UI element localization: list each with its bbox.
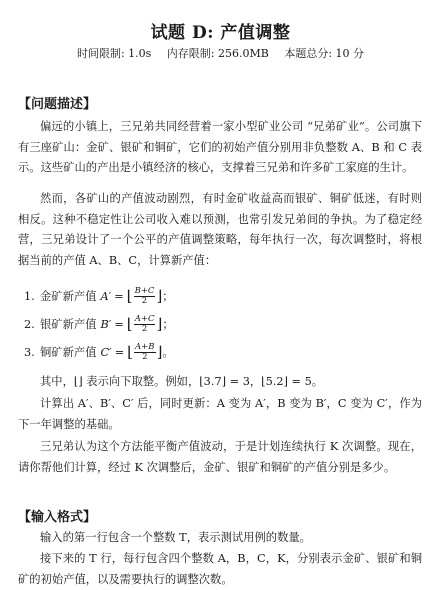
problem-title: 试题 D: 产值调整	[150, 23, 291, 43]
paragraph-task: 三兄弟认为这个方法能平衡产值波动，于是计划连续执行 K 次调整。现在，请你帮他们计算，经过 K 次调整后，金矿、银矿和铜矿的产值分别是多少。	[18, 440, 422, 474]
formula-lhs: B′	[100, 317, 112, 331]
total-score: 本题总分: 10 分	[284, 47, 365, 60]
fraction-denominator: 2	[141, 295, 148, 306]
formula-item-copper: 3. 铜矿新产值 C′ = ⌊ $\frac{A+B}{2}$ ⌋ 。	[24, 341, 174, 362]
formula-number: 2.	[24, 317, 35, 331]
formula-label: 铜矿新产值	[40, 346, 97, 359]
paragraph-floor-note: 其中，⌊⌋ 表示向下取整。例如，⌊3.7⌋ = 3，⌊5.2⌋ = 5。	[40, 375, 324, 388]
formula-end: ；	[162, 318, 174, 331]
section-problem-description: 【问题描述】	[18, 97, 97, 112]
formula-fraction	[134, 287, 156, 306]
paragraph-update: 计算出 A′、B′、C′ 后，同时更新：A 变为 A′，B 变为 B′，C 变为 C′，作为下一年调整的基础。	[18, 397, 422, 431]
time-limit: 时间限制: 1.0s	[76, 47, 152, 60]
formula-fraction	[134, 315, 156, 334]
paragraph-intro: 偏远的小镇上，三兄弟共同经营着一家小型矿业公司 “兄弟矿业”。公司旗下有三座矿山：金矿、银矿和铜矿，它们的初始产值分别用非负整数 A、B 和 C 表示。这些矿山的产出是小镇经济的核心，支撑着三兄弟和许多矿工家庭的生计。	[18, 120, 422, 174]
section-input-format: 【输入格式】	[18, 510, 97, 525]
formula-item-silver: 2. 银矿新产值 B′ = ⌊ $\frac{A+C}{2}$ ⌋ ；	[24, 313, 174, 334]
paragraph-strategy: 然而，各矿山的产值波动剧烈，有时金矿收益高而银矿、铜矿低迷，有时则相反。这种不稳定性让公司收入难以预测，也常引发兄弟间的争执。为了稳定经营，三兄弟设计了一个公平的产值调整策略，每年执行一次，每次调整时，将根据当前的产值 A、B、C，计算新产值：	[18, 192, 422, 267]
limits-bar	[0, 45, 441, 61]
formula-item-gold: 1. 金矿新产值 A′ = ⌊ $\frac{B+C}{2}$ ⌋ ；	[24, 285, 174, 306]
formula-number: 3.	[24, 345, 35, 359]
fraction-numerator: A+B	[135, 341, 155, 352]
formula-end: ；	[162, 290, 174, 303]
fraction-denominator: 2	[142, 351, 148, 362]
memory-limit: 内存限制: 256.0MB	[166, 47, 269, 60]
formula-label: 银矿新产值	[40, 318, 97, 331]
fraction-denominator: 2	[141, 323, 148, 334]
formula-lhs: C′	[100, 345, 112, 359]
fraction-numerator: B+C	[134, 285, 155, 296]
formula-fraction	[134, 343, 156, 362]
paragraph-input-following-lines: 接下来的 T 行，每行包含四个整数 A，B，C，K，分别表示金矿、银矿和铜矿的初始产值，以及需要执行的调整次数。	[18, 552, 422, 586]
fraction-numerator: A+C	[134, 313, 155, 324]
formula-number: 1.	[24, 289, 35, 303]
paragraph-input-first-line: 输入的第一行包含一个整数 T，表示测试用例的数量。	[40, 531, 311, 544]
formula-end: 。	[162, 346, 174, 359]
formula-label: 金矿新产值	[40, 290, 97, 303]
formula-lhs: A′	[100, 289, 112, 303]
